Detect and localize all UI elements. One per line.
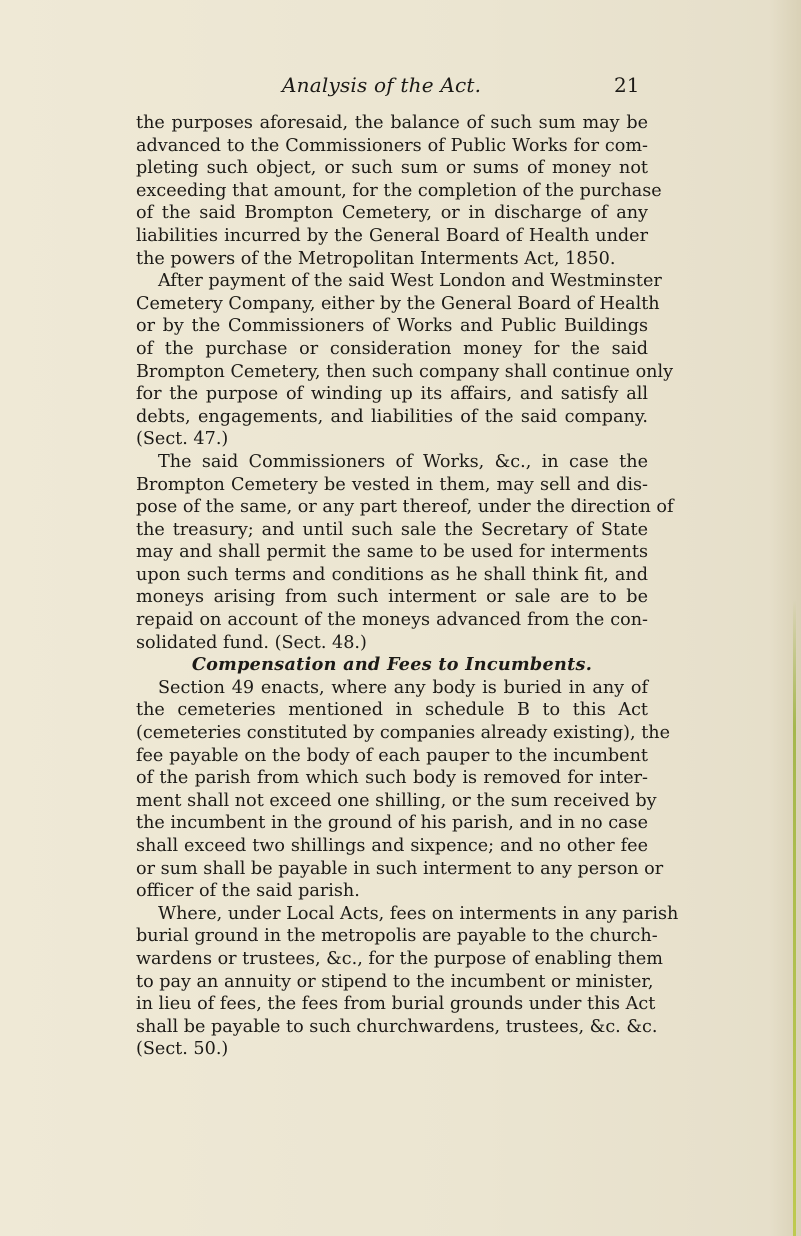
text-line: shall exceed two shillings and sixpence; and no other fee (136, 836, 648, 856)
text-line: the cemeteries mentioned in schedule B to this Act (136, 700, 648, 721)
page-number: 21 (614, 73, 640, 97)
text-line: of the purchase or consideration money for the said (136, 338, 648, 359)
section-heading: Compensation and Fees to Incumbents. (191, 654, 593, 676)
text-line: wardens or trustees, &c., for the purpose of enabling them (136, 948, 663, 969)
text-line: Brompton Cemetery, then such company shall continue only (136, 361, 674, 382)
text-line: shall be payable to such churchwardens, trustees, &c. &c. (136, 1016, 658, 1037)
text-line: the purposes aforesaid, the balance of such sum may be (136, 113, 648, 133)
text-line: in lieu of fees, the fees from burial grounds under this Act (136, 994, 656, 1015)
text-line: (cemeteries constituted by companies already existing), the (136, 723, 671, 744)
page-edge-line (793, 600, 796, 1236)
text-line: pose of the same, or any part thereof, under the direction of (136, 497, 674, 518)
text-line: the incumbent in the ground of his parish, and in no case (136, 813, 648, 834)
body-text (136, 112, 679, 1061)
text-line: ment shall not exceed one shilling, or the sum received by (136, 790, 657, 811)
text-line: burial ground in the metropolis are payable to the church- (136, 926, 658, 947)
text-line: exceeding that amount, for the completion of the purchase (136, 180, 662, 201)
text-line: Where, under Local Acts, fees on interments in any parish (158, 903, 679, 924)
running-title: Analysis of the Act. (282, 73, 482, 97)
text-line: Cemetery Company, either by the General Board of Health (136, 293, 660, 314)
text-line: moneys arising from such interment or sale are to be (136, 587, 648, 608)
text-line: may and shall permit the same to be used for interments (136, 542, 648, 563)
text-line: upon such terms and conditions as he shall think fit, and (136, 564, 648, 585)
text-line: of the said Brompton Cemetery, or in discharge of any (136, 203, 648, 224)
text-line: of the parish from which such body is removed for inter- (136, 768, 648, 789)
text-line: Brompton Cemetery be vested in them, may sell and dis- (136, 474, 648, 495)
text-line: After payment of the said West London and Westminster (158, 271, 662, 292)
text-line: The said Commissioners of Works, &c., in case the (158, 451, 648, 472)
text-line: debts, engagements, and liabilities of the said company. (136, 406, 648, 427)
text-line: or by the Commissioners of Works and Public Buildings (136, 316, 648, 337)
text-line: or sum shall be payable in such interment to any person or (136, 858, 664, 879)
text-line: liabilities incurred by the General Board of Health under (136, 225, 648, 246)
text-line: (Sect. 47.) (136, 429, 229, 450)
text-line: Section 49 enacts, where any body is buried in any of (158, 677, 648, 698)
text-line: the powers of the Metropolitan Interments Act, 1850. (136, 248, 616, 269)
text-line: the treasury; and until such sale the Secretary of State (136, 519, 648, 540)
text-line: advanced to the Commissioners of Public Works for com- (136, 135, 648, 156)
text-line: to pay an annuity or stipend to the incumbent or minister, (136, 971, 654, 992)
text-line: solidated fund. (Sect. 48.) (136, 632, 367, 653)
text-line: for the purpose of winding up its affairs, and satisfy all (136, 384, 648, 405)
text-line: pleting such object, or such sum or sums of money not (136, 158, 648, 179)
text-line: repaid on account of the moneys advanced from the con- (136, 610, 648, 631)
text-line: (Sect. 50.) (136, 1039, 229, 1060)
page-header (0, 73, 801, 103)
text-line: fee payable on the body of each pauper to the incumbent (136, 745, 648, 766)
text-line: officer of the said parish. (136, 881, 360, 902)
